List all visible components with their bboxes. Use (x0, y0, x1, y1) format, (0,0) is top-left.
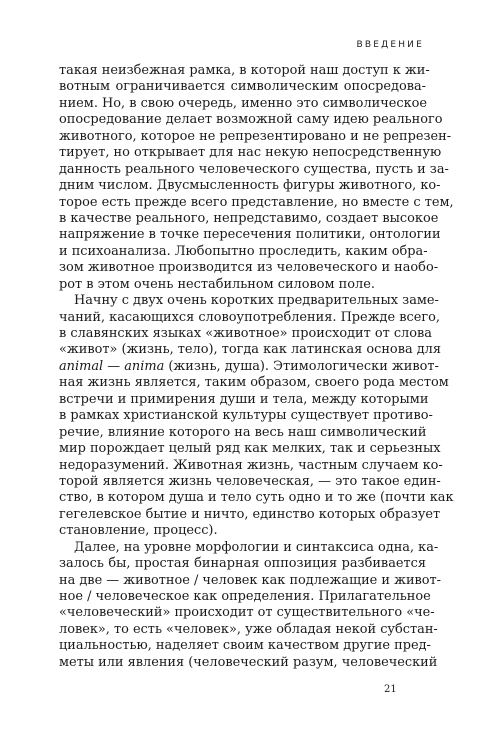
text-line: торое есть прежде всего представление, но вместе с тем, (59, 194, 454, 210)
text-line: торой является жизнь человеческая, — это такое един- (59, 473, 441, 489)
italic-term: anima (124, 358, 165, 374)
text-line: становление, процесс). (59, 523, 218, 539)
text-line: чаний, касающихся словоупотребления. Прежде всего, (59, 309, 440, 325)
text-line: мир порождает целый ряд как мелких, так и серьезных (59, 441, 441, 457)
text-line: недоразумений. Животная жизнь, частным случаем ко- (59, 457, 443, 473)
text-line: на две — животное / человек как подлежащие и живот- (59, 572, 442, 588)
text-line: встречи и примирения души и тела, между которыми (59, 391, 429, 407)
text-line: вотным ограничивается символическим опосредова- (59, 79, 426, 95)
text-line: Начну с двух очень коротких предварительных заме- (74, 293, 439, 309)
text-line: напряжение в точке пересечения политики, онтологии (59, 227, 441, 243)
text-line: «человеческий» происходит от существительного «че- (59, 605, 435, 621)
text-line: в рамках христианской культуры существует противо- (59, 408, 433, 424)
text-line: в славянских языках «животное» происходит от слова (59, 326, 432, 341)
text-line: циальностью, наделяет своим качеством другие пред- (59, 638, 431, 654)
text-line (59, 358, 439, 375)
text-line: ная жизнь является, таким образом, своего рода местом (59, 375, 449, 391)
text-line: такая неизбежная рамка, в которой наш доступ к жи- (59, 63, 430, 78)
text-line: речие, влияние которого на весь наш символический (59, 424, 427, 440)
running-head: ВВЕДЕНИЕ (356, 40, 424, 50)
text-line: «живот» (жизнь, тело), тогда как латинская основа для (59, 342, 441, 358)
text-line: нием. Но, в свою очередь, именно это символическое (59, 95, 428, 111)
text-line: ловек», то есть «человек», уже обладая некой субстан- (59, 621, 438, 637)
text-line: рот в этом очень нестабильном силовом поле. (59, 276, 375, 292)
body-text (59, 63, 454, 671)
text-run: — (103, 358, 125, 374)
text-line: животного, которое не репрезентировано и не репрезен- (59, 128, 452, 144)
page-number: 21 (384, 684, 397, 695)
italic-term: animal (59, 358, 104, 374)
text-line: ство, в котором душа и тело суть одно и то же (почти как (59, 490, 454, 506)
text-run: (жизнь, душа). Этимологически живот- (164, 358, 439, 374)
text-line: дним числом. Двусмысленность фигуры животного, ко- (59, 178, 441, 194)
text-line: залось бы, простая бинарная оппозиция разбивается (59, 556, 426, 572)
text-line: тирует, но открывает для нас некую непосредственную (59, 145, 442, 161)
text-line: данность реального человеческого существа, пусть и за- (59, 161, 449, 177)
text-line: зом животное производится из человеческого и наобо- (59, 260, 439, 276)
text-line: в качестве реального, непредставимо, создает высокое (59, 210, 439, 226)
text-line: и психоанализа. Любопытно проследить, каким обра- (59, 243, 428, 259)
text-line: ное / человеческое как определения. Прилагательное (59, 589, 431, 604)
text-line: опосредование делает возможной саму идею реального (59, 112, 443, 128)
text-line: меты или явления (человеческий разум, человеческий (59, 654, 438, 670)
text-line: Далее, на уровне морфологии и синтаксиса одна, ка- (74, 539, 439, 555)
text-line: гегелевское бытие и ничто, единство которых образует (59, 506, 441, 522)
